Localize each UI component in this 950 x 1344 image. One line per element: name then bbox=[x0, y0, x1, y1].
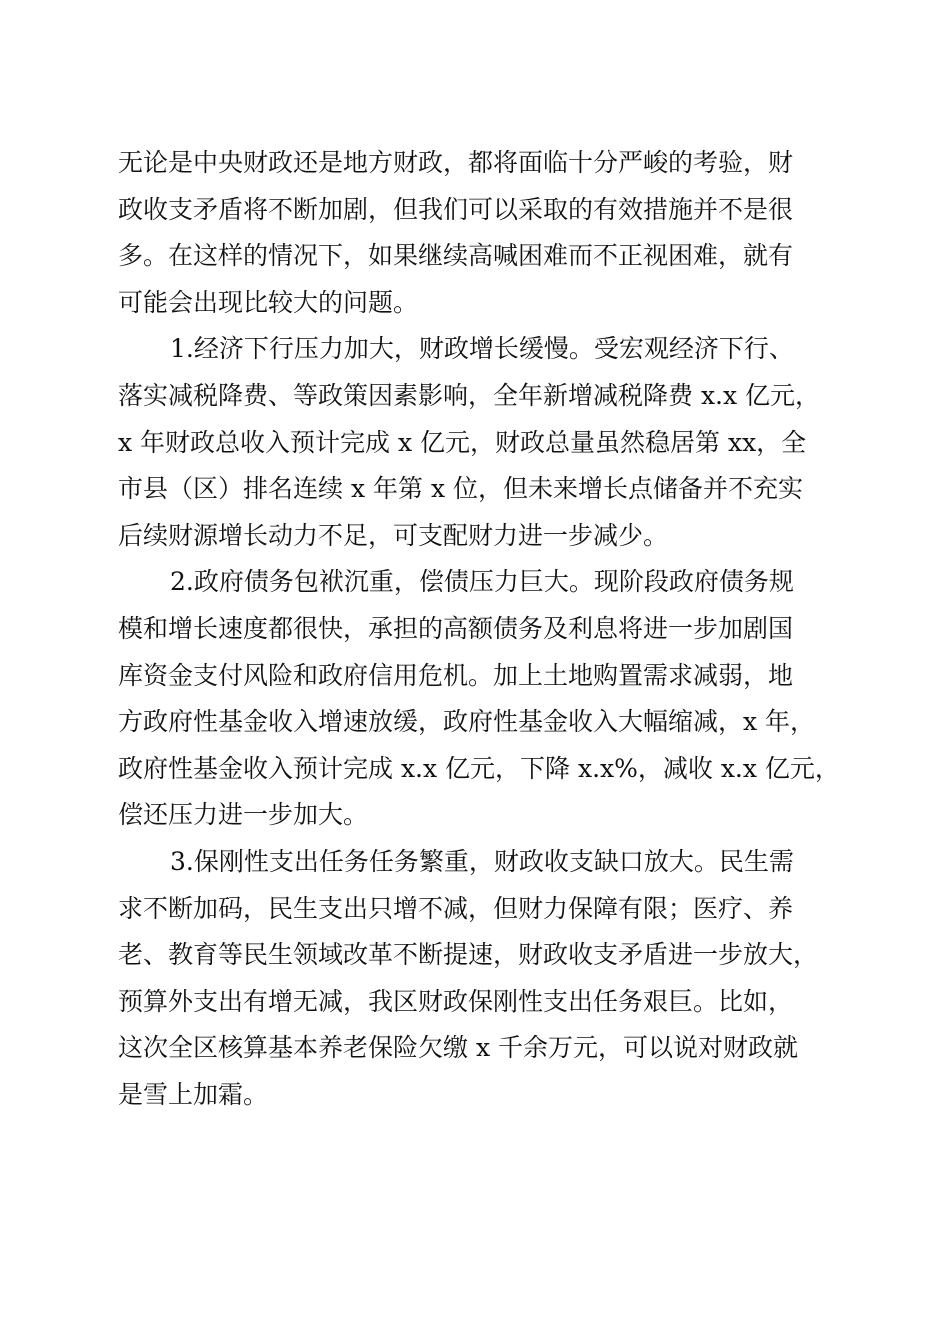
paragraph-3-line-3: 库资金支付风险和政府信用危机。加上土地购置需求减弱，地 bbox=[118, 660, 794, 690]
paragraph-4-line-3: 老、教育等民生领域改革不断提速，财政收支矛盾进一步放大， bbox=[118, 940, 819, 970]
document-body bbox=[118, 140, 838, 1118]
paragraph-1-line-2: 政收支矛盾将不断加剧，但我们可以采取的有效措施并不是很 bbox=[118, 194, 794, 224]
paragraph-3-line-5: 政府性基金收入预计完成 x.x 亿元，下降 x.x%，减收 x.x 亿元， bbox=[118, 753, 840, 783]
paragraph-4-line-5: 这次全区核算基本养老保险欠缴 x 千余万元，可以说对财政就 bbox=[118, 1033, 798, 1063]
paragraph-2-line-4: 市县（区）排名连续 x 年第 x 位，但未来增长点储备并不充实 bbox=[118, 474, 803, 504]
paragraph-3-line-4: 方政府性基金收入增速放缓，政府性基金收入大幅缩减，x 年， bbox=[118, 707, 816, 737]
paragraph-1-line-1: 无论是中央财政还是地方财政，都将面临十分严峻的考验，财 bbox=[118, 148, 794, 177]
paragraph-4-line-1: 3.保刚性支出任务任务繁重，财政收支缺口放大。民生需 bbox=[170, 846, 794, 876]
paragraph-1-line-4: 可能会出现比较大的问题。 bbox=[118, 287, 419, 317]
paragraph-3-line-2: 模和增长速度都很快，承担的高额债务及利息将进一步加剧国 bbox=[118, 613, 794, 643]
paragraph-2-line-5: 后续财源增长动力不足，可支配财力进一步减少。 bbox=[118, 520, 669, 550]
paragraph-3-line-1: 2.政府债务包袱沉重，偿债压力巨大。现阶段政府债务规 bbox=[170, 567, 794, 597]
paragraph-2-line-2: 落实减税降费、等政策因素影响，全年新增减税降费 x.x 亿元， bbox=[118, 380, 821, 410]
paragraph-4-line-2: 求不断加码，民生支出只增不减，但财力保障有限；医疗、养 bbox=[118, 893, 794, 923]
paragraph-4-line-6: 是雪上加霜。 bbox=[118, 1079, 269, 1109]
paragraph-2-line-1: 1.经济下行压力加大，财政增长缓慢。受宏观经济下行、 bbox=[170, 334, 794, 364]
paragraph-2-line-3: x 年财政总收入预计完成 x 亿元，财政总量虽然稳居第 xx，全 bbox=[118, 427, 807, 457]
paragraph-1-line-3: 多。在这样的情况下，如果继续高喊困难而不正视困难，就有 bbox=[118, 241, 794, 271]
paragraph-3-line-6: 偿还压力进一步加大。 bbox=[118, 800, 369, 830]
paragraph-4-line-4: 预算外支出有增无减，我区财政保刚性支出任务艰巨。比如， bbox=[118, 986, 794, 1016]
